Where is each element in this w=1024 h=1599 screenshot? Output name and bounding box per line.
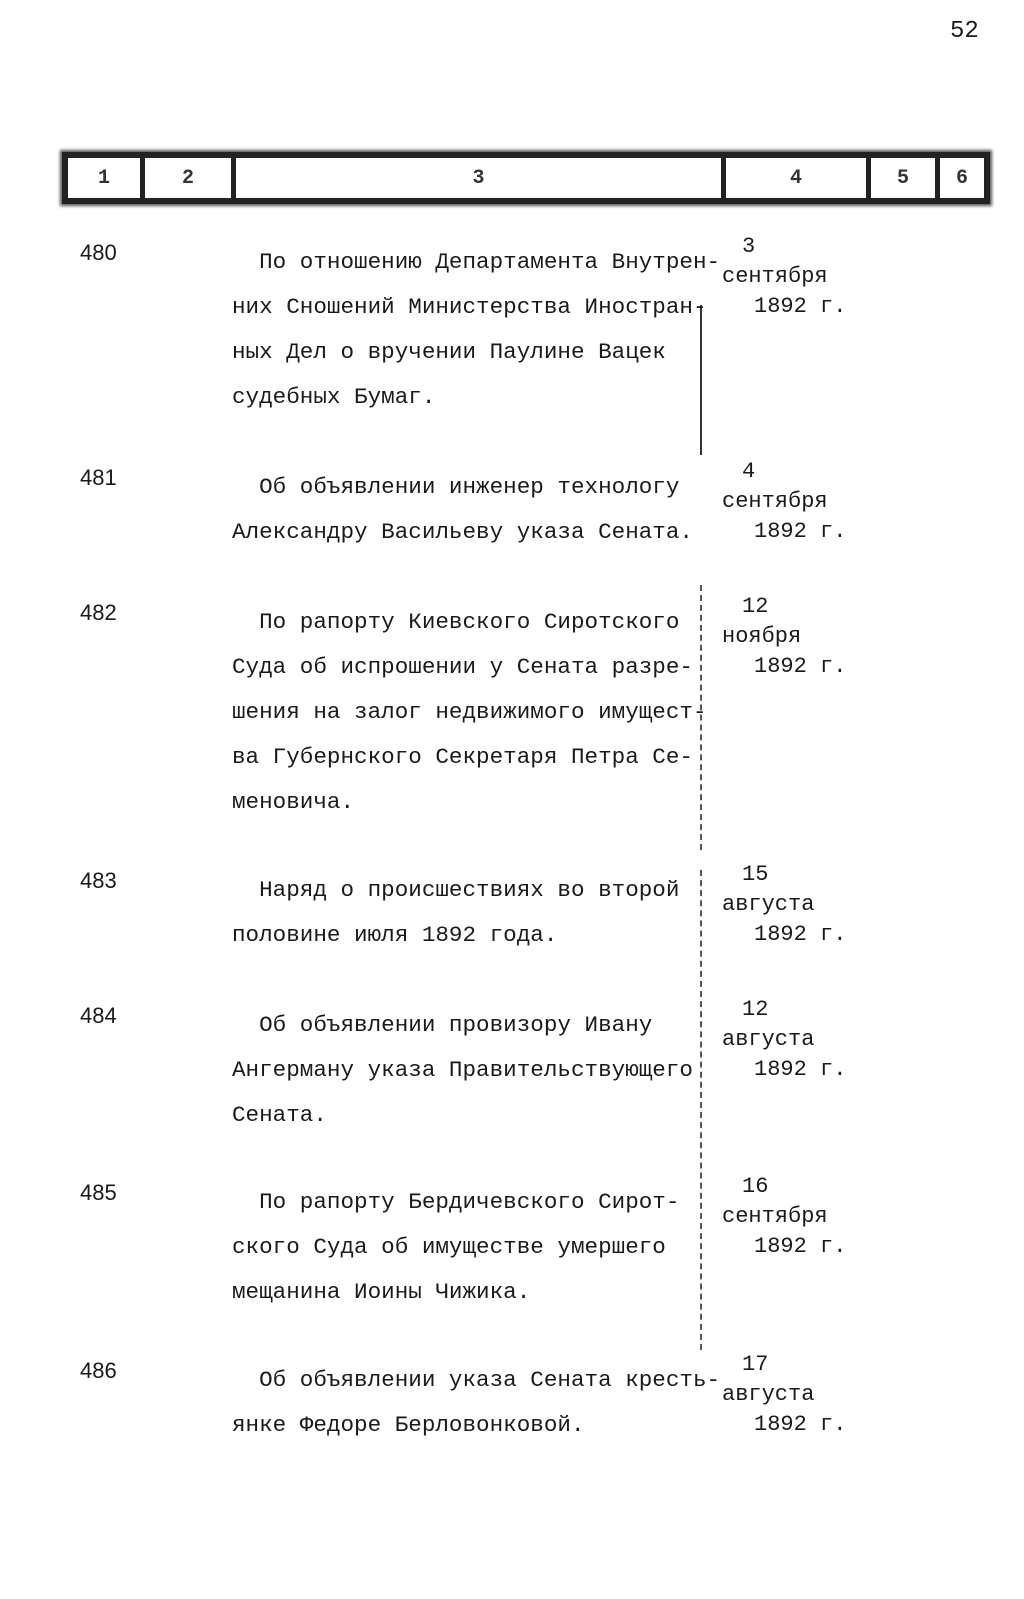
date-year: 1892 г.: [754, 654, 847, 679]
entry-date: [722, 1350, 862, 1440]
entry-line: меновича.: [232, 789, 355, 815]
date-day: 3: [742, 234, 756, 259]
date-month: августа: [722, 892, 815, 917]
entry-line: ных Дел о вручении Паулине Вацек: [232, 339, 666, 365]
entry-line: шения на залог недвижимого имущест-: [232, 699, 707, 725]
date-month: сентября: [722, 264, 828, 289]
entry-description: [232, 465, 702, 555]
date-year: 1892 г.: [754, 1234, 847, 1259]
entry-line: ва Губернского Секретаря Петра Се-: [232, 744, 693, 770]
entry-number: 482: [80, 600, 117, 625]
entry-line: По отношению Департамента Внутрен-: [232, 249, 721, 275]
entry-date: [722, 1172, 862, 1262]
entry-number: 485: [80, 1180, 117, 1205]
entry-line: По рапорту Киевского Сиротского: [232, 609, 680, 635]
header-col-3: 3: [236, 158, 726, 198]
entry-number: 481: [80, 465, 117, 490]
date-year: 1892 г.: [754, 1412, 847, 1437]
date-day: 12: [742, 594, 769, 619]
entry-description: [232, 240, 721, 420]
date-day: 15: [742, 862, 769, 887]
entry-date: [722, 592, 862, 682]
entry-line: Об объявлении указа Сената кресть-: [232, 1367, 721, 1393]
header-col-6: 6: [955, 166, 968, 190]
date-year: 1892 г.: [754, 922, 847, 947]
entry-date: [722, 232, 862, 322]
entry-date: [722, 860, 862, 950]
entry-number: 486: [80, 1358, 117, 1383]
entry-line: судебных Бумаг.: [232, 384, 436, 410]
date-year: 1892 г.: [754, 1057, 847, 1082]
entry-line: Ангерману указа Правительствующего: [232, 1057, 693, 1083]
date-year: 1892 г.: [754, 294, 847, 319]
entry-description: [232, 868, 702, 958]
entry-line: мещанина Иоины Чижика.: [232, 1279, 531, 1305]
entry-description: [232, 1003, 702, 1138]
date-day: 16: [742, 1174, 769, 1199]
entry-number: 483: [80, 868, 117, 893]
entry-line: Александру Васильеву указа Сената.: [232, 519, 693, 545]
date-month: сентября: [722, 489, 828, 514]
date-day: 17: [742, 1352, 769, 1377]
entry-line: янке Федоре Берловонковой.: [232, 1412, 585, 1438]
entry-line: Об объявлении инженер технологу: [232, 474, 680, 500]
entry-date: [722, 995, 862, 1085]
entry-line: Наряд о происшествиях во второй: [232, 877, 680, 903]
entry-description: [232, 600, 707, 825]
page-number: 52: [950, 18, 979, 45]
entry-number: 480: [80, 240, 117, 265]
entry-line: них Сношений Министерства Иностран-: [232, 294, 707, 320]
date-month: сентября: [722, 1204, 828, 1229]
entry-date: [722, 457, 862, 547]
entry-line: ского Суда об имуществе умершего: [232, 1234, 666, 1260]
header-col-2: 2: [145, 158, 236, 198]
entry-line: Об объявлении провизору Ивану: [232, 1012, 653, 1038]
date-day: 4: [742, 459, 756, 484]
date-month: ноября: [722, 624, 802, 649]
header-col-1: 1: [68, 158, 145, 198]
date-year: 1892 г.: [754, 519, 847, 544]
date-day: 12: [742, 997, 769, 1022]
header-col-4: 4: [726, 158, 871, 198]
entry-number: 484: [80, 1003, 117, 1028]
date-month: августа: [722, 1382, 815, 1407]
header-col-5: 5: [871, 158, 940, 198]
entry-line: Сената.: [232, 1102, 327, 1128]
date-month: августа: [722, 1027, 815, 1052]
table-header: [62, 152, 990, 204]
entry-line: По рапорту Бердичевского Сирот-: [232, 1189, 680, 1215]
entry-line: половине июля 1892 года.: [232, 922, 558, 948]
entry-description: [232, 1180, 702, 1315]
entry-line: Суда об испрошении у Сената разре-: [232, 654, 693, 680]
entry-description: [232, 1358, 721, 1448]
